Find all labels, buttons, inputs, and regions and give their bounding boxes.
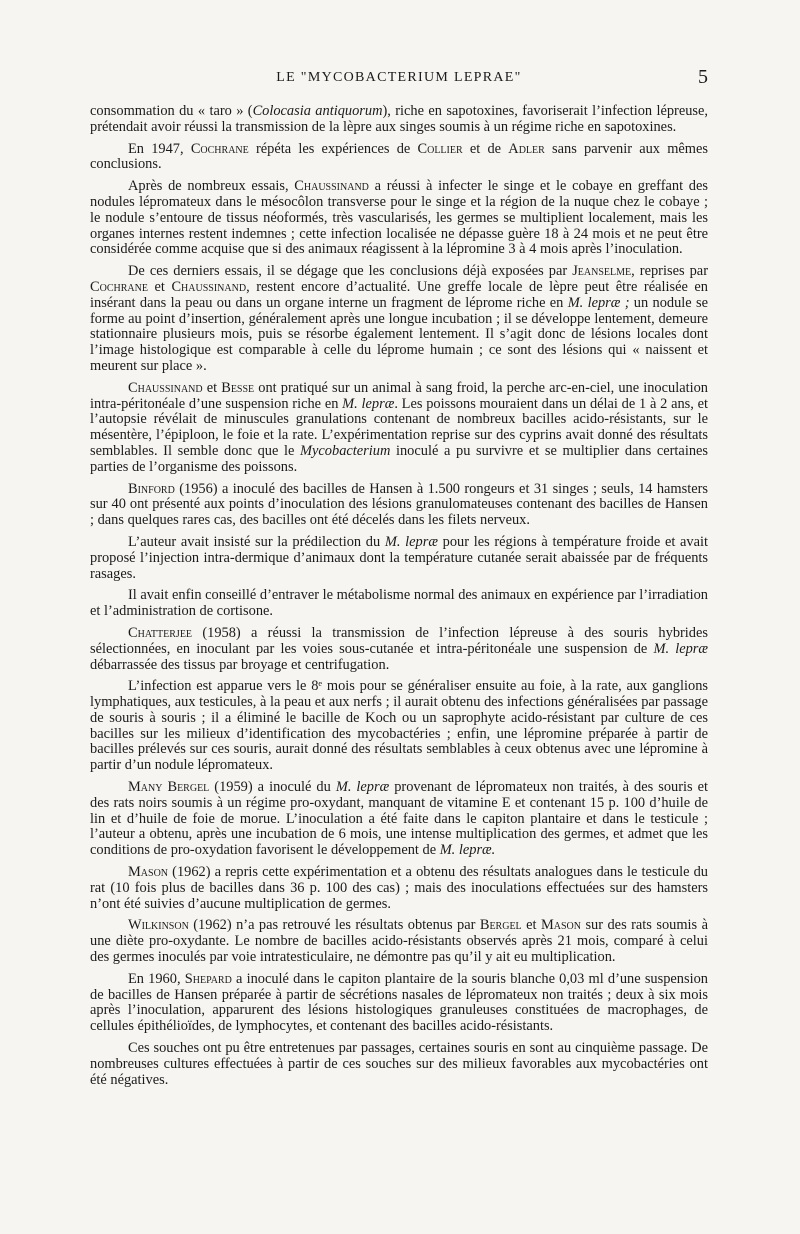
text-run: pour les régions à température froide et avait proposé l’injection intra-dermique d’animaux dont la température cutanée serait abaissée par de fréquents rasages.: [90, 533, 708, 582]
text-run: Il avait enfin conseillé d’entraver le métabolisme normal des animaux en expérience par l’irradiation et l’administration de cortisone.: [90, 587, 708, 620]
author-name: Besse: [221, 379, 255, 396]
paragraph: [90, 588, 708, 620]
paragraph: [90, 179, 708, 258]
text-run: et de: [462, 140, 509, 157]
italic-run: Colocasia antiquorum: [252, 103, 383, 119]
text-run: (1962) a repris cette expérimentation et a obtenu des résultats analogues dans le testicule du rat (10 fois plus de bacilles dans 36 p. 100 des cas) ; mais des inoculations effectuées sur des hamsters n’ont été suivies d’aucune multiplication de germes.: [90, 864, 708, 912]
text-run: (1958) a réussi la transmission de l’infection lépreuse à des souris hybrides sélectionnées, en inoculant par les voies sous-cutanée et intra-péritonéale une suspension de: [90, 624, 708, 657]
paragraph: [90, 626, 708, 673]
text-run: inoculé a pu survivre et se multiplier dans certaines parties de l’organisme des poissons.: [90, 442, 708, 475]
author-name: Adler: [508, 140, 545, 157]
author-name: Chatterjee: [128, 624, 193, 641]
text-run: . Les poissons mouraient dans un délai de 1 à 2 ans, et l’autopsie révélait de minuscules granulations contenant de nombreux bacilles acido-résistants, sur le mésentère, l’épiploon, le foie et la rate. L’expérimentation reprise sur des cyprins avait donné des résultats semblables. Il semble donc que le: [90, 395, 709, 459]
text-run: Après de nombreux essais,: [128, 178, 295, 195]
text-run: provenant de lépromateux non traités, à des souris et des rats noirs soumis à un régime pro-oxydant, manquant de vitamine E et contenant 15 p. 100 d’huile de lin et d’huile de foie de morue. L’inoculation a été faite dans le capiton plantaire et dans le testicule ; l’auteur a obtenu, après une incubation de 6 mois, une intense multiplication des germes, et admet que les conditions de pro-oxydation favorisent le développement de: [90, 779, 708, 859]
paragraph: [90, 780, 708, 859]
paragraph: [90, 918, 708, 965]
paragraph: [90, 381, 708, 476]
author-name: Chaussinand: [128, 379, 203, 396]
text-run: , reprises par: [631, 263, 708, 280]
paragraph: [90, 104, 708, 136]
text-run: ), riche en sapotoxines, favoriserait l’infection lépreuse, prétendait avoir réussi la transmission de la lèpre aux singes soumis à un régime riche en sapotoxines.: [90, 103, 708, 135]
author-name: Chaussinand: [294, 178, 369, 195]
text-run: (1956) a inoculé des bacilles de Hansen à 1.500 rongeurs et 31 singes ; seuls, 14 hamsters sur 40 ont présenté aux points d’inoculation des lésions granulomateuses contenant des bacilles de Hansen ; dans quelques rares cas, des bacilles ont été décelés dans les filets nerveux.: [90, 480, 708, 529]
paragraph: [90, 482, 708, 529]
text-run: répéta les expériences de: [248, 140, 418, 157]
author-name: Shepard: [184, 970, 232, 987]
author-name: Bergel: [479, 917, 522, 934]
paragraph: [90, 535, 708, 582]
text-run: un nodule se forme au point d’insertion, généralement après une longue incubation ; il se développe lentement, demeure stationnaire plusieurs mois, puis se résorbe également lentement. Il s’agit donc de lésions locales dont l’image histologique est comparable à celle du léprome humain ; ce sont des lésions qui « naissent et meurent sur place ».: [90, 294, 708, 374]
italic-run: Mycobacterium: [300, 442, 391, 459]
paragraph: [90, 142, 708, 174]
text-run: De ces derniers essais, il se dégage que les conclusions déjà exposées par: [128, 263, 573, 280]
paragraph: [90, 679, 708, 774]
text-run: a réussi à infecter le singe et le cobaye en greffant des nodules lépromateux dans le mésocôlon transverse pour le singe et la région de la nuque chez le cobaye ; le nodule s’entoure de tissus néoformés, très vascularisés, les germes se multiplient localement, mais les organes internes restent indemnes ; cette infection localisée ne dépasse guère 18 à 24 mois et ne peut être considérée comme acquise que si des animaux réagissent à la lépromine 3 à 4 mois après l’inoculation.: [90, 178, 708, 258]
author-name: Wilkinson: [128, 917, 189, 934]
text-run: débarrassée des tissus par broyage et centrifugation.: [90, 656, 390, 673]
text-run: ont pratiqué sur un animal à sang froid, la perche arc-en-ciel, une inoculation intra-péritonéale d’une suspension riche en: [90, 379, 708, 412]
italic-run: M. lepræ: [384, 533, 438, 550]
author-name: Jeanselme: [572, 263, 632, 280]
author-name: Mason: [128, 864, 169, 881]
author-name: Many Bergel: [128, 779, 210, 796]
text-run: sans parvenir aux mêmes conclusions.: [90, 140, 708, 173]
italic-run: M. lepræ.: [439, 842, 496, 859]
paragraph: [90, 865, 708, 912]
paragraph: [90, 264, 708, 375]
italic-run: M. lepræ: [335, 779, 390, 796]
paragraph: [90, 1041, 708, 1088]
text-run: sur des rats soumis à une diète pro-oxydante. Le nombre de bacilles acido-résistants observés après 21 mois, comparé à celui des germes inoculés par voie intratesticulaire, ne démontre pas qu’il y ait eu multiplication.: [90, 917, 708, 966]
text-run: (1959) a inoculé du: [209, 779, 336, 796]
text-run: , restent encore d’actualité. Une greffe locale de lèpre peut être réalisée en insérant dans la peau ou dans un organe interne un fragment de lépromе riche en: [90, 278, 708, 311]
author-name: Cochrane: [90, 278, 148, 295]
text-run: et: [521, 917, 541, 934]
paragraph: [90, 972, 708, 1035]
author-name: Collier: [417, 140, 463, 157]
text-run: et: [147, 278, 172, 295]
text-run: a inoculé dans le capiton plantaire de la souris blanche 0,03 ml d’une suspension de bacilles de Hansen préparée à partir de sécrétions nasales de lépromateux non traités ; deux à six mois après l’inoculation, apparurent des lésions histologiques granuleuses constituées de macrophages, de cellules épithélioïdes, de lymphocytes, et contenant des bacilles acido-résistants.: [90, 970, 708, 1035]
text-run: Ces souches ont pu être entretenues par passages, certaines souris en sont au cinquième passage. De nombreuses cultures effectuées à partir de ces souches sur des milieux favorables aux mycobactéries ont été négatives.: [90, 1040, 708, 1088]
running-title: LE "MYCOBACTERIUM LEPRAE": [276, 70, 522, 85]
text-run: En 1947,: [128, 140, 191, 157]
page-number: 5: [698, 66, 708, 88]
text-run: et: [202, 379, 222, 396]
author-name: Binford: [128, 480, 175, 497]
italic-run: M. lepræ: [342, 395, 395, 412]
author-name: Cochrane: [190, 140, 249, 157]
author-name: Chaussinand: [171, 278, 247, 295]
text-run: consommation du « taro » (: [90, 103, 253, 119]
running-head: [90, 66, 708, 90]
text-run: L’infection est apparue vers le 8ᵉ mois pour se généraliser ensuite au foie, à la rate, aux ganglions lymphatiques, aux testicules, à la peau et aux nerfs ; il aurait obtenu des infections généralisées par passage de souris à souris ; il a éliminé le bacille de Koch ou un saprophyte acido-résistant par culture de ces bacilles sur les milieux d’identification des mycobactéries ; enfin, une lépromine préparée à partir de bacilles prélevés sur ces souris, aurait donné des résultats semblables à ceux obtenus avec une lépromine à partir d’un nodule lépromateux.: [90, 678, 708, 774]
text-run: En 1960,: [128, 970, 185, 987]
text-run: L’auteur avait insisté sur la prédilection du: [128, 533, 385, 550]
author-name: Mason: [540, 917, 581, 934]
italic-run: M. lepræ ;: [567, 294, 630, 311]
text-run: (1962) n’a pas retrouvé les résultats obtenus par: [188, 917, 480, 934]
italic-run: M. lepræ: [653, 640, 708, 657]
body-text: [90, 104, 708, 1094]
